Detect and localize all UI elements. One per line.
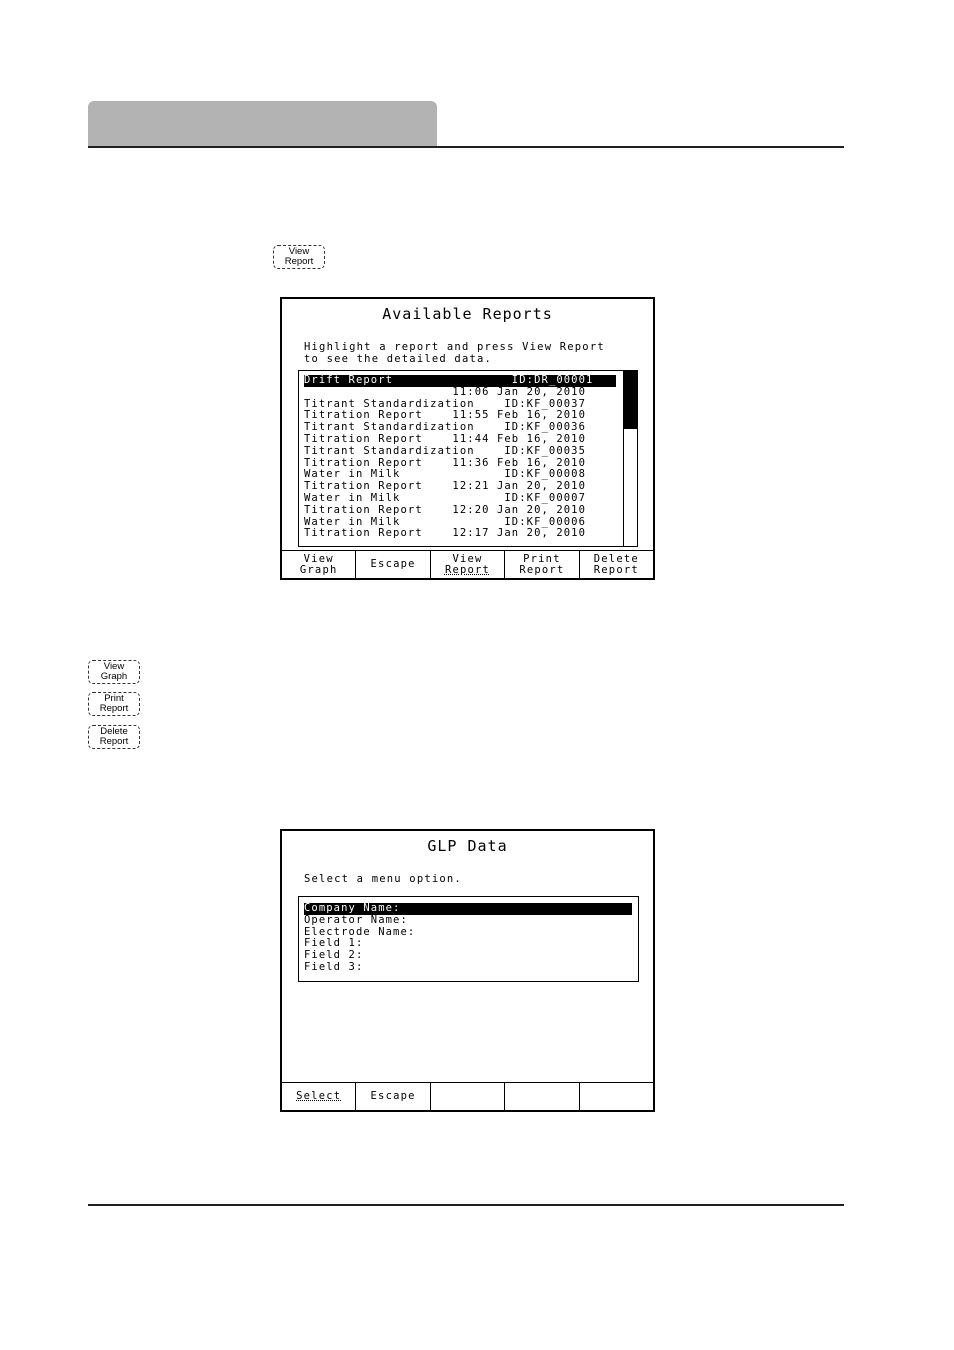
view-report-key-line2: Report: [284, 256, 314, 267]
delete-report-key-line1: Delete: [100, 726, 128, 737]
glp-instruction: Select a menu option.: [304, 873, 462, 885]
list-item-selected[interactable]: Drift Report ID:DR_00001: [304, 375, 616, 387]
list-item[interactable]: Electrode Name:: [304, 925, 416, 938]
softkey-5[interactable]: [580, 551, 653, 578]
view-report-key-line1: View: [288, 246, 310, 257]
list-item-selected[interactable]: Company Name:: [304, 903, 632, 915]
softkey-4[interactable]: [505, 551, 579, 578]
softkey-3[interactable]: [431, 1083, 505, 1110]
available-reports-screen: [280, 297, 655, 580]
reports-scrollbar[interactable]: [623, 371, 637, 546]
softkey-label-line1: Print: [523, 552, 561, 565]
glp-data-screen: [280, 829, 655, 1112]
glp-menu-list[interactable]: [298, 896, 639, 982]
list-item[interactable]: Titration Report 11:44 Feb 16, 2010: [304, 433, 587, 445]
list-item[interactable]: Field 2:: [304, 949, 364, 962]
list-item[interactable]: Water in Milk ID:KF_00008: [304, 468, 587, 481]
list-item[interactable]: Field 3:: [304, 961, 364, 973]
softkey-1[interactable]: [282, 551, 356, 578]
list-item[interactable]: Titrant Standardization ID:KF_00037: [304, 397, 587, 410]
print-report-key[interactable]: [88, 692, 140, 716]
softkey-1[interactable]: [282, 1083, 356, 1110]
list-item[interactable]: Titration Report 11:36 Feb 16, 2010: [304, 456, 587, 469]
reports-softkey-bar: [282, 550, 653, 578]
list-item[interactable]: Titration Report 12:20 Jan 20, 2010: [304, 503, 587, 516]
list-item[interactable]: Operator Name:: [304, 913, 408, 926]
print-report-key-line1: Print: [104, 693, 124, 704]
view-report-key[interactable]: [273, 245, 325, 269]
list-item[interactable]: Titration Report 12:21 Jan 20, 2010: [304, 480, 587, 493]
glp-softkey-bar: [282, 1082, 653, 1110]
reports-scroll-thumb[interactable]: [624, 371, 637, 429]
delete-report-key-line2: Report: [99, 736, 129, 747]
view-graph-key[interactable]: [88, 660, 140, 684]
softkey-label-line2: Report: [519, 563, 565, 576]
softkey-label-line1: View: [452, 552, 483, 565]
reports-instruction-line1: Highlight a report and press View Report: [304, 341, 605, 353]
list-item[interactable]: 11:06 Jan 20, 2010: [304, 385, 587, 398]
softkey-3[interactable]: [431, 551, 505, 578]
list-item[interactable]: Titrant Standardization ID:KF_00036: [304, 421, 587, 434]
softkey-label-line2: Graph: [299, 563, 338, 576]
list-item[interactable]: Titration Report 11:55 Feb 16, 2010: [304, 409, 587, 422]
softkey-label-line1: View: [303, 552, 334, 565]
chapter-header-tab: [88, 101, 437, 146]
softkey-4[interactable]: [505, 1083, 579, 1110]
softkey-label-line1: Select: [296, 1090, 342, 1102]
softkey-2[interactable]: [356, 551, 430, 578]
footer-divider: [88, 1204, 844, 1206]
view-graph-key-line2: Graph: [100, 671, 128, 682]
header-divider: [88, 146, 844, 148]
softkey-label-line1: Escape: [370, 1090, 416, 1102]
reports-list[interactable]: [298, 370, 638, 547]
softkey-5[interactable]: [580, 1083, 653, 1110]
softkey-label-line1: Escape: [370, 558, 416, 570]
reports-instruction-line2: to see the detailed data.: [304, 353, 493, 365]
available-reports-title: Available Reports: [382, 305, 553, 323]
print-report-key-line2: Report: [99, 703, 129, 714]
delete-report-key[interactable]: [88, 725, 140, 749]
list-item[interactable]: Field 1:: [304, 937, 364, 950]
list-item[interactable]: Water in Milk ID:KF_00007: [304, 492, 587, 504]
softkey-label-line2: Report: [444, 563, 491, 576]
list-item[interactable]: Titrant Standardization ID:KF_00035: [304, 444, 587, 457]
softkey-2[interactable]: [356, 1083, 430, 1110]
view-graph-key-line1: View: [103, 661, 125, 672]
list-item[interactable]: Water in Milk ID:KF_00006: [304, 515, 587, 528]
glp-data-title: GLP Data: [427, 837, 508, 855]
list-item[interactable]: Titration Report 12:17 Jan 20, 2010: [304, 527, 587, 540]
softkey-label-line1: Delete: [593, 552, 639, 565]
softkey-label-line2: Report: [593, 563, 639, 576]
